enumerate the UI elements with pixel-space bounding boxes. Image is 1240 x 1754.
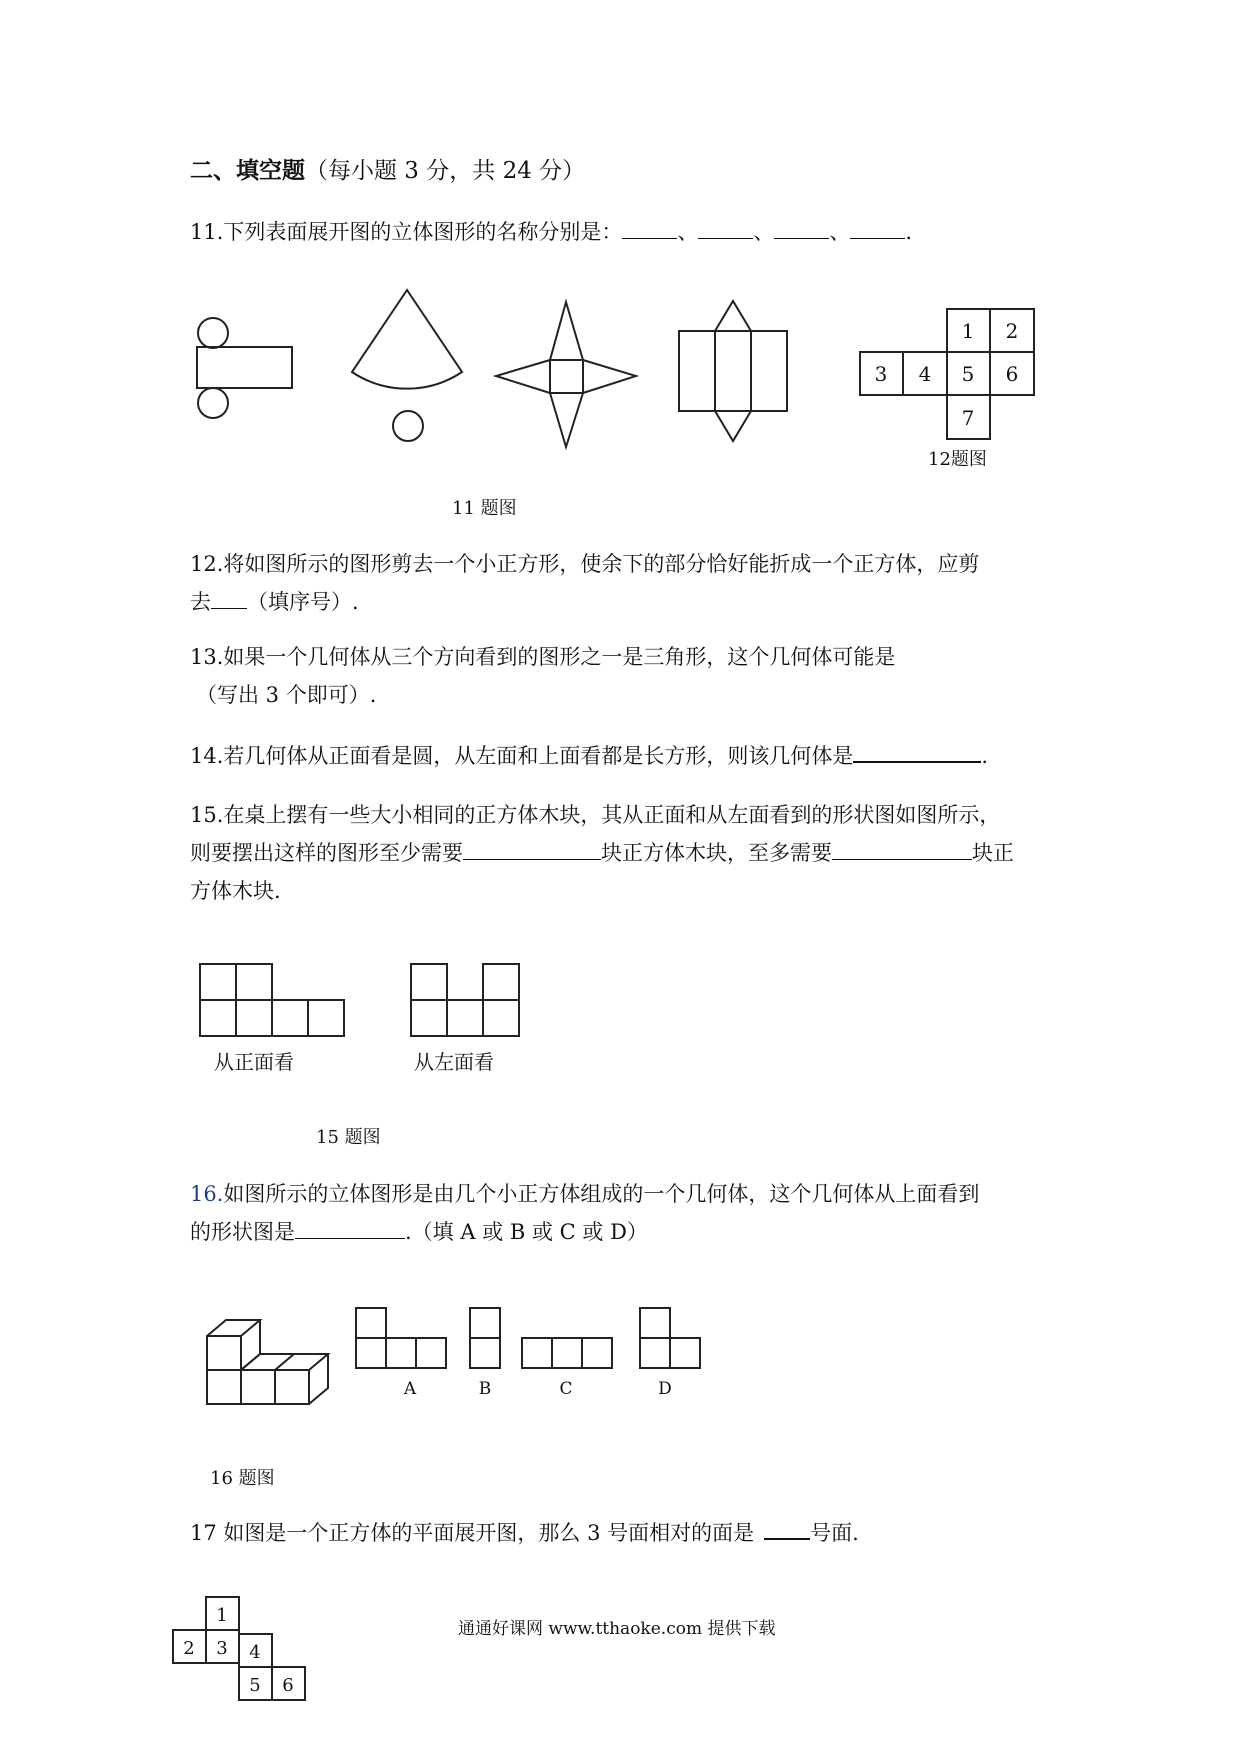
q16-option-d-label: D — [658, 1379, 672, 1399]
q17-cell-5: 5 — [249, 1675, 261, 1696]
q15-blank-min[interactable] — [463, 841, 601, 860]
q15-line3: 方体木块. — [190, 879, 281, 903]
q15-line2-a: 则要摆出这样的图形至少需要 — [190, 841, 463, 865]
q17-cell-3: 3 — [216, 1638, 228, 1659]
q15-front-label: 从正面看 — [214, 1050, 294, 1074]
q17-blank[interactable] — [764, 1520, 810, 1540]
footer-credit: 通通好课网 www.tthaoke.com 提供下载 — [458, 1619, 776, 1639]
q13-line1: 13.如果一个几何体从三个方向看到的图形之一是三角形，这个几何体可能是 — [190, 645, 896, 669]
q15-left-view-figure — [411, 964, 519, 1036]
q16-line1 — [190, 1179, 979, 1209]
q15-line1: 15.在桌上摆有一些大小相同的正方体木块，其从正面和从左面看到的形状图如图所示， — [190, 803, 1001, 827]
q16-option-b-figure — [470, 1308, 500, 1368]
cone-net-figure — [352, 290, 462, 441]
q12-cell-3: 3 — [874, 362, 888, 386]
q15-line2-b: 块正方体木块，至多需要 — [601, 841, 832, 865]
q11-sep: 、 — [677, 220, 699, 244]
section-title-note: （每小题 3 分，共 24 分） — [305, 158, 586, 184]
q12-line2-end: （填序号）. — [247, 590, 359, 614]
q16-caption: 16 题图 — [210, 1468, 275, 1489]
q16-line1-text: 如图所示的立体图形是由几个小正方体组成的一个几何体，这个几何体从上面看到 — [223, 1182, 980, 1206]
q12-cell-2: 2 — [1005, 319, 1019, 343]
question-14 — [190, 741, 988, 771]
q14-end: . — [981, 744, 989, 768]
q16-line2-b: .（填 A 或 B 或 C 或 D） — [405, 1220, 648, 1244]
q16-option-a-figure — [356, 1308, 446, 1368]
q11-caption: 11 题图 — [452, 498, 517, 519]
q12-cell-1: 1 — [961, 319, 975, 343]
q12-cell-4: 4 — [918, 362, 932, 386]
q12-line2 — [190, 587, 359, 617]
q11-end: . — [905, 220, 913, 244]
prism-net-figure — [679, 301, 787, 441]
q17-cell-1: 1 — [216, 1605, 228, 1626]
q14-blank[interactable] — [853, 743, 981, 763]
q16-option-d-figure — [640, 1308, 700, 1368]
q13-line2: （写出 3 个即可）. — [196, 683, 377, 707]
q12-blank[interactable] — [211, 590, 247, 609]
q16-solid-figure — [207, 1320, 328, 1404]
section-title-bold: 二、填空题 — [190, 158, 305, 184]
q16-line2 — [190, 1217, 648, 1247]
q15-line2-c: 块正 — [972, 841, 1014, 865]
q12-cell-7: 7 — [961, 406, 975, 430]
q17-cell-4: 4 — [249, 1642, 261, 1663]
q11-sep: 、 — [753, 220, 775, 244]
q15-caption: 15 题图 — [316, 1127, 381, 1148]
q17-cell-2: 2 — [183, 1638, 195, 1659]
q17-text-b: 号面. — [810, 1521, 859, 1545]
q16-option-c-label: C — [559, 1379, 573, 1399]
q15-line2 — [190, 838, 1014, 868]
question-17 — [190, 1518, 859, 1548]
q17-text-a: 17 如图是一个正方体的平面展开图，那么 3 号面相对的面是 — [190, 1521, 755, 1545]
q16-line2-a: 的形状图是 — [190, 1220, 295, 1244]
q12-caption: 12题图 — [928, 449, 987, 470]
q12-cell-6: 6 — [1005, 362, 1019, 386]
q17-cell-6: 6 — [282, 1675, 294, 1696]
q16-option-b-label: B — [478, 1379, 492, 1399]
q12-cell-5: 5 — [961, 362, 975, 386]
pyramid-net-figure — [496, 302, 636, 447]
q16-blank[interactable] — [295, 1220, 405, 1239]
cylinder-net-figure — [197, 318, 292, 418]
q12-line1: 12.将如图所示的图形剪去一个小正方形，使余下的部分恰好能折成一个正方体，应剪 — [190, 552, 980, 576]
q16-number: 16. — [190, 1182, 224, 1206]
q16-option-a-label: A — [403, 1379, 417, 1399]
q15-front-view-figure — [200, 964, 344, 1036]
q11-sep: 、 — [829, 220, 851, 244]
q11-text: 11.下列表面展开图的立体图形的名称分别是： — [190, 220, 623, 244]
q15-blank-max[interactable] — [832, 841, 972, 860]
q12-line2-start: 去 — [190, 590, 211, 614]
q15-left-label: 从左面看 — [414, 1050, 494, 1074]
q14-text: 14.若几何体从正面看是圆，从左面和上面看都是长方形，则该几何体是 — [190, 744, 854, 768]
q16-option-c-figure — [522, 1338, 612, 1368]
